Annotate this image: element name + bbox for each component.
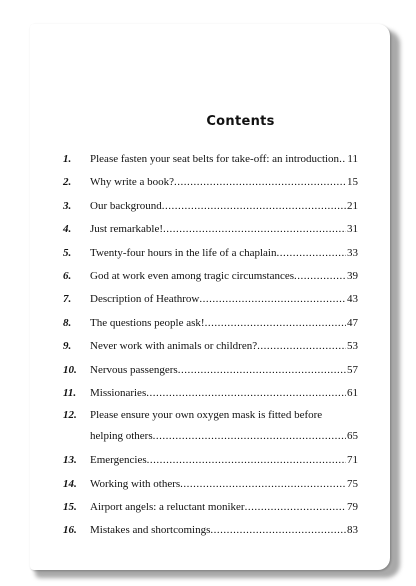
dot-leader: [205, 312, 346, 335]
toc-entry-title: The questions people ask!: [90, 316, 205, 329]
toc-entry-number: 15.: [63, 501, 77, 514]
table-of-contents: [63, 148, 358, 543]
dot-leader: [339, 148, 346, 171]
toc-entry-page: 53: [347, 340, 358, 353]
dot-leader: [162, 195, 346, 218]
toc-entry-number: 5.: [63, 246, 72, 259]
toc-entry-title: Working with others: [90, 477, 181, 490]
toc-entry-page: 61: [347, 386, 358, 399]
toc-entry-number: 16.: [63, 524, 77, 537]
dot-leader: [178, 359, 346, 382]
toc-entry-16: [63, 519, 358, 542]
toc-entry-title: Why write a book?: [90, 176, 174, 189]
toc-entry-page: 47: [347, 316, 358, 329]
toc-entry-4: [63, 218, 358, 241]
toc-entry-title: Never work with animals or children?: [90, 340, 258, 353]
toc-entry-title: Missionaries: [90, 386, 147, 399]
dot-leader: [257, 335, 346, 358]
toc-entry-page: 31: [347, 223, 358, 236]
toc-entry-title: Please ensure your own oxygen mask is fitted before: [90, 409, 323, 422]
toc-entry-title: Just remarkable!: [90, 223, 163, 236]
toc-entry-page: 75: [347, 477, 358, 490]
toc-entry-2: [63, 171, 358, 194]
toc-entry-title: Nervous passengers: [90, 363, 178, 376]
dot-leader: [210, 519, 346, 542]
toc-entry-number: 14.: [63, 477, 77, 490]
toc-entry-page: 43: [347, 293, 358, 306]
toc-entry-title: Twenty-four hours in the life of a chaplain: [90, 246, 277, 259]
toc-entry-page: 57: [347, 363, 358, 376]
toc-entry-number: 13.: [63, 454, 77, 467]
toc-entry-7: [63, 288, 358, 311]
toc-entry-page: 65: [347, 430, 358, 443]
toc-entry-number: 12.: [63, 409, 77, 422]
toc-entry-title: Please fasten your seat belts for take-off: an introduction: [90, 152, 340, 165]
toc-entry-page: 71: [347, 454, 358, 467]
dot-leader: [199, 288, 346, 311]
toc-entry-title: Mistakes and shortcomings: [90, 524, 211, 537]
toc-entry-page: 39: [347, 269, 358, 282]
dot-leader: [276, 242, 346, 265]
toc-entry-title: Airport angels: a reluctant moniker: [90, 501, 245, 514]
dot-leader: [294, 265, 346, 288]
toc-entry-3: [63, 195, 358, 218]
toc-entry-15: [63, 496, 358, 519]
book-page: [30, 24, 390, 570]
toc-entry-page: 33: [347, 246, 358, 259]
toc-entry-11: [63, 382, 358, 405]
toc-entry-page: 11: [347, 152, 358, 165]
toc-entry-13: [63, 449, 358, 472]
toc-entry-title: God at work even among tragic circumstances: [90, 269, 295, 282]
dot-leader: [163, 218, 346, 241]
toc-entry-number: 11.: [63, 386, 77, 399]
dot-leader: [180, 473, 346, 496]
toc-entry-number: 2.: [63, 176, 72, 189]
toc-entry-12: [63, 405, 358, 449]
toc-entry-number: 4.: [63, 223, 72, 236]
dot-leader: [174, 171, 346, 194]
toc-entry-10: [63, 359, 358, 382]
toc-entry-number: 7.: [63, 293, 72, 306]
toc-entry-page: 83: [347, 524, 358, 537]
toc-entry-number: 3.: [63, 199, 72, 212]
toc-entry-9: [63, 335, 358, 358]
toc-entry-title-continued: helping others: [90, 430, 153, 443]
toc-entry-title: Emergencies: [90, 454, 147, 467]
toc-entry-5: [63, 242, 358, 265]
page-title: Contents: [206, 114, 275, 129]
toc-entry-14: [63, 473, 358, 496]
dot-leader: [146, 382, 346, 405]
toc-entry-8: [63, 312, 358, 335]
toc-entry-title: Our background: [90, 199, 162, 212]
toc-entry-number: 1.: [63, 152, 72, 165]
toc-entry-number: 10.: [63, 363, 77, 376]
dot-leader: [153, 426, 346, 447]
toc-entry-number: 6.: [63, 269, 72, 282]
toc-entry-number: 9.: [63, 340, 72, 353]
dot-leader: [147, 449, 346, 472]
toc-entry-page: 79: [347, 501, 358, 514]
toc-entry-number: 8.: [63, 316, 72, 329]
dot-leader: [245, 496, 346, 519]
toc-entry-page: 21: [347, 199, 358, 212]
toc-entry-6: [63, 265, 358, 288]
toc-entry-page: 15: [347, 176, 358, 189]
toc-entry-1: [63, 148, 358, 171]
toc-entry-title: Description of Heathrow: [90, 293, 200, 306]
